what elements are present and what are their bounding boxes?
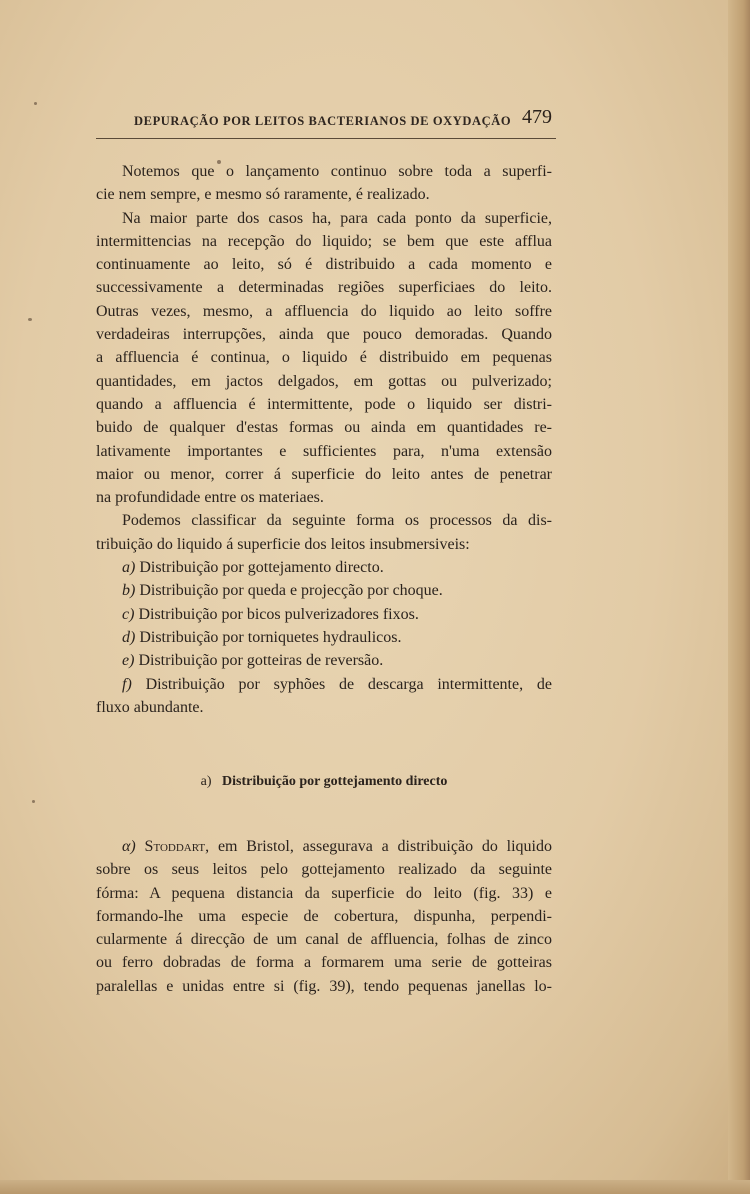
page-header [96,104,556,139]
person-name: Stoddart [144,838,206,855]
text-line: cularmente á direcção de um canal de affluencia, folhas de zinco [96,931,552,949]
section-paragraph [96,835,552,998]
text-line: quantidades, em jactos delgados, em gottas ou pulverizado; [96,372,552,390]
distribution-list [96,556,552,719]
text-line: Podemos classificar da seguinte forma os processos da dis- [122,512,552,530]
list-item-text: Distribuição por syphões de descarga intermittente, de [145,675,553,693]
body-text [96,160,553,995]
list-continuation: fluxo abundante. [96,698,204,716]
text-line: formando-lhe uma especie de cobertura, dispunha, perpendi- [96,907,552,925]
text-line: lativamente importantes e sufficientes para, n'uma extensão [96,442,552,460]
list-item-text: Distribuição por gotteiras de reversão. [138,652,384,670]
list-item-text: Distribuição por torniquetes hydraulicos. [139,628,402,646]
page-edge-right [728,0,750,1194]
section-marker: a) [200,774,212,789]
text-line: Na maior parte dos casos ha, para cada ponto da superficie, [122,209,552,227]
running-head: DEPURAÇÃO POR LEITOS BACTERIANOS DE OXYDAÇÃO [134,114,512,128]
text-line: verdadeiras interrupções, ainda que pouco demoradas. Quando [96,326,552,344]
list-item [96,649,552,672]
para-marker: α) [122,838,136,855]
list-marker: f) [122,675,132,693]
ink-spot [34,102,37,105]
ink-spot [28,318,32,321]
text-line: tribuição do liquido á superficie dos leitos insubmersiveis: [96,535,470,553]
text-line: ou ferro dobradas de forma a formarem uma serie de gotteiras [96,954,552,972]
list-item-text: Distribuição por bicos pulverizadores fixos. [138,605,419,623]
text-fragment: , em Bristol, assegurava a distribuição do liquido [205,838,553,855]
text-line: maior ou menor, correr á superficie do leito antes de penetrar [96,465,552,483]
text-line: Notemos que o lançamento continuo sobre toda a superfi- [122,163,552,180]
text-line: paralellas e unidas entre si (fig. 39), tendo pequenas janellas lo- [96,977,552,995]
paragraph [96,160,552,207]
text-line: cie nem sempre, e mesmo só raramente, é realizado. [96,186,430,204]
paragraph [96,207,552,510]
text-line: buido de qualquer d'estas formas ou ainda em quantidades re- [96,419,552,437]
text-line: a affluencia é continua, o liquido é distribuido em pequenas [96,349,552,367]
page-edge-bottom [0,1180,750,1194]
list-item [96,626,552,649]
section-heading [96,774,552,790]
text-line: na profundidade entre os materiaes. [96,489,324,507]
list-item [96,603,552,626]
text-line [96,835,552,858]
page-number: 479 [522,106,552,128]
paragraph [96,509,552,556]
text-line: intermittencias na recepção do liquido; se bem que este afflua [96,232,552,250]
list-item [96,556,552,579]
section-title: Distribuição por gottejamento directo [222,774,448,789]
list-item-text: Distribuição por queda e projecção por choque. [139,582,443,600]
text-line: quando a affluencia é intermittente, pode o liquido ser distri- [96,395,552,413]
list-marker: a) [122,559,136,577]
list-item [96,673,552,696]
list-item [96,579,552,602]
list-marker: c) [122,605,135,623]
ink-spot [32,800,35,803]
text-line: Outras vezes, mesmo, a affluencia do liquido ao leito soffre [96,302,552,320]
list-item-text: Distribuição por gottejamento directo. [139,559,384,577]
text-line: sobre os seus leitos pelo gottejamento realizado da seguinte [96,861,552,879]
text-line: continuamente ao leito, só é distribuido a cada momento e [96,256,552,274]
list-marker: d) [122,628,136,646]
list-marker: b) [122,582,136,600]
text-line: successivamente a determinadas regiões superficiaes do leito. [96,279,552,297]
text-line: fórma: A pequena distancia da superficie do leito (fig. 33) e [96,884,552,902]
list-marker: e) [122,652,135,670]
